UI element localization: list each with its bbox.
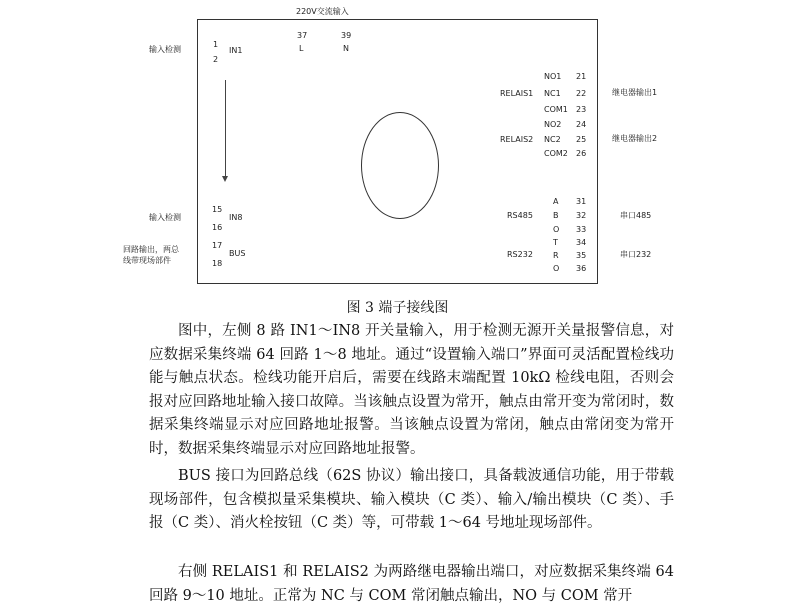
loop-output-label: 回路输出，两总: [123, 245, 179, 254]
rs485-o: O: [553, 225, 560, 234]
terminal-37: 37: [297, 31, 308, 40]
terminal-l: L: [299, 44, 304, 53]
rs232-desc: 串口232: [620, 250, 652, 259]
terminal-wiring-diagram: [0, 0, 795, 300]
terminal-34: 34: [576, 238, 587, 247]
relay2-no2: NO2: [544, 120, 562, 129]
terminal-16: 16: [212, 223, 223, 232]
terminal-33: 33: [576, 225, 587, 234]
paragraph-bus-interface: BUS 接口为回路总线（62S 协议）输出接口，具备载波通信功能，用于带载现场部件，包含模拟量采集模块、输入模块（C 类）、输入/输出模块（C 类）、手报（C 类）、消火栓按钮（C 类）等，可带载 1～64 号地址现场部件。: [149, 468, 674, 532]
rs485-desc: 串口485: [620, 211, 652, 220]
terminal-35: 35: [576, 251, 587, 260]
input-detect-label-1: 输入检测: [149, 45, 181, 54]
relay2-nc2: NC2: [544, 135, 561, 144]
relay2-com2: COM2: [544, 149, 568, 158]
terminal-21: 21: [576, 72, 587, 81]
ac-input-label: 220V交流输入: [296, 7, 349, 16]
paragraph-input-ports: 图中，左侧 8 路 IN1～IN8 开关量输入，用于检测无源开关量报警信息，对应数据采集终端 64 回路 1～8 地址。通过“设置输入端口”界面可灵活配置检线功能与触点状态。检线功能开启后，需要在线路末端配置 10kΩ 检线电阻，否则会报对应回路地址输入接口故障。当该触点设置为常开，触点由常开变为常闭时，数据采集终端显示对应回路地址报警。当该触点设置为常闭，触点由常闭变为常开时，数据采集终端显示对应回路地址报警。: [149, 323, 674, 457]
in8-label: IN8: [229, 213, 243, 222]
rs232-t: T: [553, 238, 558, 247]
figure-caption: 图 3 端子接线图: [346, 300, 449, 316]
terminal-24: 24: [576, 120, 587, 129]
bus-label: BUS: [229, 249, 246, 258]
relay1-no1: NO1: [544, 72, 562, 81]
terminal-17: 17: [212, 241, 223, 250]
rs232-o: O: [553, 264, 560, 273]
rs485-b: B: [553, 211, 559, 220]
in1-label: IN1: [229, 46, 243, 55]
loop-output-label-2: 线带现场部件: [123, 256, 171, 265]
terminal-1: 1: [213, 40, 219, 49]
relay1-desc: 继电器输出1: [612, 88, 658, 97]
input-range-arrow-line: [225, 80, 226, 178]
terminal-2: 2: [213, 55, 219, 64]
paragraph-relay-outputs: 右侧 RELAIS1 和 RELAIS2 为两路继电器输出端口，对应数据采集终端 64 回路 9～10 地址。正常为 NC 与 COM 常闭触点输出，NO 与 COM 常开: [149, 564, 674, 604]
relay1-nc1: NC1: [544, 89, 561, 98]
rs485-a: A: [553, 197, 559, 206]
terminal-31: 31: [576, 197, 587, 206]
terminal-22: 22: [576, 89, 587, 98]
terminal-26: 26: [576, 149, 587, 158]
relay2-desc: 继电器输出2: [612, 134, 658, 143]
rs232-name: RS232: [507, 250, 533, 259]
terminal-18: 18: [212, 259, 223, 268]
terminal-39: 39: [341, 31, 352, 40]
terminal-n: N: [343, 44, 349, 53]
terminal-25: 25: [576, 135, 587, 144]
center-ellipse: [361, 112, 439, 219]
rs485-name: RS485: [507, 211, 533, 220]
relay1-com1: COM1: [544, 105, 568, 114]
rs232-r: R: [553, 251, 559, 260]
terminal-32: 32: [576, 211, 587, 220]
relay1-name: RELAIS1: [500, 89, 534, 98]
input-range-arrow-head: [222, 176, 228, 182]
input-detect-label-2: 输入检测: [149, 213, 181, 222]
terminal-36: 36: [576, 264, 587, 273]
terminal-23: 23: [576, 105, 587, 114]
relay2-name: RELAIS2: [500, 135, 534, 144]
terminal-15: 15: [212, 205, 223, 214]
